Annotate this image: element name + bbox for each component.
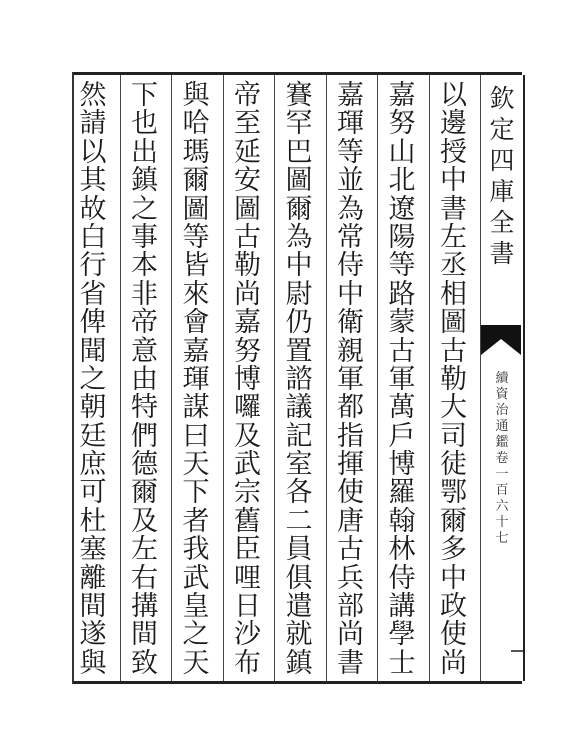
character: 行 [79,250,107,282]
character: 出 [131,136,158,168]
character: 部 [337,591,364,623]
character: 博 [388,449,416,481]
character: 六 [495,499,509,514]
character: 中 [440,562,467,594]
character: 古 [388,335,416,367]
character: 省 [79,278,107,310]
character: 勒 [440,363,467,395]
character: 議 [285,392,313,424]
column-divider [120,75,121,681]
character: 林 [388,534,416,566]
character: 尉 [285,278,313,310]
character: 戶 [388,420,416,452]
text-column-4 [282,82,316,677]
character: 十 [495,515,509,530]
character: 唐 [337,505,364,537]
character: 萬 [388,392,416,424]
text-column-3 [334,82,368,677]
character: 會 [182,307,210,339]
character: 帝 [234,80,261,111]
character: 講 [388,591,416,623]
character: 白 [79,221,107,253]
character: 本 [131,250,158,282]
character: 可 [79,477,107,509]
margin-title [485,83,519,269]
character: 軍 [388,363,416,395]
character: 司 [440,420,467,452]
character: 圖 [440,307,467,339]
character: 左 [131,534,158,566]
character: 下 [131,80,158,111]
character: 武 [234,449,261,481]
character: 等 [182,221,210,253]
character: 臣 [234,534,261,566]
character: 庫 [489,177,515,206]
character: 尚 [337,619,364,651]
character: 之 [79,363,107,395]
character: 俱 [285,562,313,594]
character: 古 [234,221,261,253]
character: 使 [337,477,364,509]
character: 事 [131,221,158,253]
frame-left-border [72,72,74,684]
character: 仍 [285,307,313,339]
character: 皆 [182,250,210,282]
character: 以 [440,80,467,111]
character: 置 [285,335,313,367]
character: 員 [285,534,313,566]
character: 皇 [182,591,210,623]
character: 揮 [337,449,364,481]
text-column-5 [231,82,265,677]
margin-tick-mark [511,650,523,652]
character: 遣 [285,591,313,623]
character: 庶 [79,449,107,481]
character: 資 [495,387,509,402]
character: 侍 [337,250,364,282]
character: 欽 [489,84,515,113]
character: 治 [495,403,509,418]
character: 通 [495,419,509,434]
character: 天 [182,449,210,481]
character: 舊 [234,505,261,537]
character: 嘉 [182,335,210,367]
character: 鄂 [440,477,467,509]
character: 日 [234,591,261,623]
character: 遂 [79,619,107,651]
character: 爾 [440,505,467,537]
character: 及 [234,420,261,452]
character: 我 [182,534,210,566]
character: 陽 [388,221,416,253]
margin-column [480,75,525,681]
character: 安 [234,165,261,197]
character: 鑑 [495,435,509,450]
character: 然 [79,80,107,111]
character: 並 [337,165,364,197]
character: 之 [131,193,158,225]
character: 指 [337,420,364,452]
character: 們 [131,420,158,452]
character: 翰 [388,505,416,537]
text-column-6 [179,82,213,677]
character: 書 [337,647,364,679]
character: 努 [234,335,261,367]
character: 巴 [285,136,313,168]
character: 都 [337,392,364,424]
character: 四 [489,146,515,175]
character: 請 [79,108,107,140]
character: 七 [495,531,509,546]
character: 古 [337,534,364,566]
character: 來 [182,278,210,310]
character: 博 [234,363,261,395]
character: 使 [440,619,467,651]
character: 書 [440,193,467,225]
character: 也 [131,108,158,140]
character: 哩 [234,562,261,594]
character: 諮 [285,363,313,395]
character: 為 [285,221,313,253]
character: 鎮 [131,165,158,197]
character: 中 [285,250,313,282]
character: 特 [131,392,158,424]
character: 德 [131,449,158,481]
character: 至 [234,108,261,140]
character: 政 [440,591,467,623]
character: 尚 [440,647,467,679]
character: 羅 [388,477,416,509]
character: 路 [388,278,416,310]
character: 山 [388,136,416,168]
character: 曰 [182,420,210,452]
character: 書 [489,239,515,268]
character: 間 [131,619,158,651]
character: 鎮 [285,647,313,679]
character: 侍 [388,562,416,594]
character: 二 [285,505,313,537]
character: 意 [131,335,158,367]
character: 衛 [337,307,364,339]
character: 丞 [440,250,467,282]
character: 古 [440,335,467,367]
character: 全 [489,208,515,237]
character: 嘉 [388,80,416,111]
character: 囉 [234,392,261,424]
character: 軍 [337,363,364,395]
character: 右 [131,562,158,594]
character: 中 [337,278,364,310]
character: 圖 [182,193,210,225]
character: 之 [182,619,210,651]
character: 卷 [495,451,509,466]
character: 中 [440,165,467,197]
character: 蒙 [388,307,416,339]
character: 相 [440,278,467,310]
character: 邊 [440,108,467,140]
character: 下 [182,477,210,509]
character: 嘉 [337,80,364,111]
character: 瑪 [182,136,210,168]
character: 為 [337,193,364,225]
character: 記 [285,420,313,452]
character: 學 [388,619,416,651]
character: 百 [495,483,509,498]
margin-book-info [493,371,511,547]
character: 授 [440,136,467,168]
character: 非 [131,278,158,310]
character: 琿 [182,363,210,395]
text-column-2 [385,82,419,677]
column-divider [223,75,224,681]
character: 一 [495,467,509,482]
character: 與 [79,647,107,679]
character: 其 [79,165,107,197]
character: 兵 [337,562,364,594]
character: 左 [440,221,467,253]
frame-top-border [72,72,522,75]
character: 多 [440,534,467,566]
character: 等 [337,136,364,168]
text-column-7 [128,82,162,677]
frame-bottom-border [72,681,522,684]
character: 延 [234,136,261,168]
character: 者 [182,505,210,537]
character: 勒 [234,250,261,282]
character: 布 [234,647,261,679]
character: 士 [388,647,416,679]
character: 定 [489,115,515,144]
column-divider [429,75,430,681]
character: 努 [388,108,416,140]
character: 由 [131,363,158,395]
character: 搆 [131,591,158,623]
character: 各 [285,477,313,509]
column-divider [326,75,327,681]
column-divider [274,75,275,681]
character: 賽 [285,80,313,111]
character: 親 [337,335,364,367]
text-column-8 [76,82,110,677]
character: 謀 [182,392,210,424]
character: 等 [388,250,416,282]
character: 爾 [131,477,158,509]
character: 哈 [182,108,210,140]
character: 沙 [234,619,261,651]
character: 間 [79,591,107,623]
character: 天 [182,647,210,679]
character: 嘉 [234,307,261,339]
character: 帝 [131,307,158,339]
character: 室 [285,449,313,481]
column-divider [171,75,172,681]
fish-tail-mark-icon [481,325,521,355]
character: 續 [495,371,509,386]
character: 尚 [234,278,261,310]
character: 廷 [79,420,107,452]
character: 宗 [234,477,261,509]
character: 爾 [182,165,210,197]
character: 就 [285,619,313,651]
character: 以 [79,136,107,168]
character: 罕 [285,108,313,140]
character: 武 [182,562,210,594]
text-column-1 [437,82,471,677]
character: 大 [440,392,467,424]
character: 圖 [234,193,261,225]
character: 常 [337,221,364,253]
character: 離 [79,562,107,594]
character: 朝 [79,392,107,424]
character: 爾 [285,193,313,225]
column-divider [377,75,378,681]
character: 圖 [285,165,313,197]
character: 及 [131,505,158,537]
character: 故 [79,193,107,225]
character: 遼 [388,193,416,225]
character: 聞 [79,335,107,367]
character: 琿 [337,108,364,140]
character: 俾 [79,307,107,339]
character: 與 [182,80,210,111]
character: 塞 [79,534,107,566]
character: 杜 [79,505,107,537]
character: 致 [131,647,158,679]
character: 北 [388,165,416,197]
character: 徒 [440,449,467,481]
